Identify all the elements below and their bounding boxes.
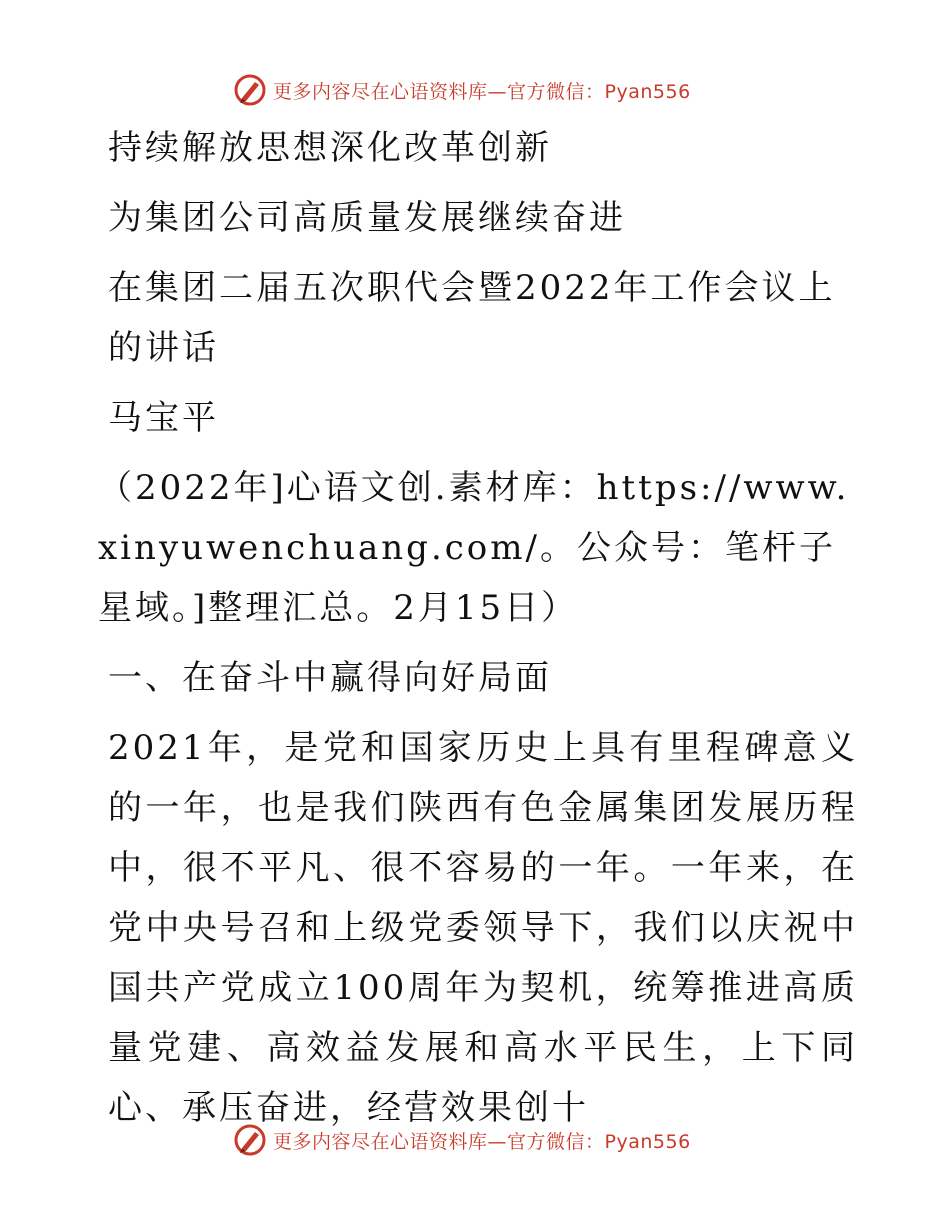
author-name: 马宝平 (108, 398, 219, 438)
header-banner (233, 72, 691, 108)
section-heading: 一、在奋斗中赢得向好局面 (108, 658, 552, 698)
title-line-2: 为集团公司高质量发展继续奋进 (108, 198, 626, 238)
source-note: （2022年]心语文创.素材库：https://www.xinyuwenchuang.com/。公众号：笔杆子星域。]整理汇总。2月15日） (98, 468, 850, 628)
footer-banner (233, 1122, 691, 1158)
body-paragraph: 2021年，是党和国家历史上具有里程碑意义的一年，也是我们陕西有色金属集团发展历程中，很不平凡、很不容易的一年。一年来，在党中央号召和上级党委领导下，我们以庆祝中国共产党成立100周年为契机，统筹推进高质量党建、高效益发展和高水平民生，上下同心、承压奋进，经营效果创十 (108, 728, 858, 1128)
wechat-id: Pyan556 (604, 80, 691, 103)
pen-logo-icon (233, 1123, 267, 1157)
banner-text: 更多内容尽在心语资料库—官方微信：Pyan556 (273, 1130, 691, 1153)
speech-subtitle: 在集团二届五次职代会暨2022年工作会议上的讲话 (108, 268, 836, 368)
pen-logo-icon (233, 73, 267, 107)
banner-text: 更多内容尽在心语资料库—官方微信：Pyan556 (273, 80, 691, 103)
title-line-1: 持续解放思想深化改革创新 (108, 128, 552, 168)
wechat-id: Pyan556 (604, 1130, 691, 1153)
document-body (98, 118, 858, 1138)
